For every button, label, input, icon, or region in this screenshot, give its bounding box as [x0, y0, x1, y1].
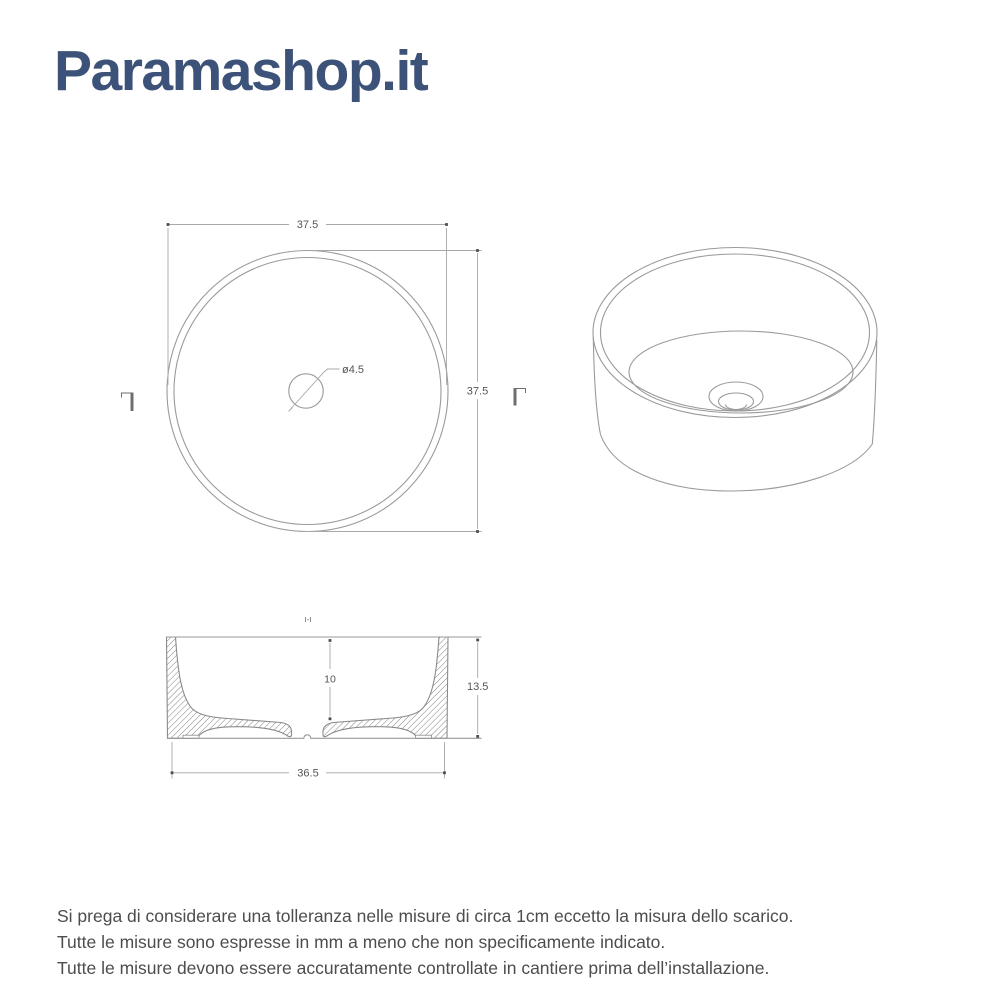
- basin-outer-rim: [167, 251, 448, 532]
- section-label: I-I: [304, 615, 312, 624]
- total-height-dimension: [467, 639, 488, 738]
- drain-diameter-label: ø4.5: [342, 364, 365, 376]
- tolerance-notes: [57, 903, 793, 981]
- rim-inner-ellipse: [601, 254, 870, 411]
- note-line-3: Tutte le misure devono essere accuratamente controllate in cantiere prima dell’installazione.: [57, 958, 770, 978]
- body-right-edge: [872, 340, 877, 444]
- bowl-floor-ellipse: [629, 331, 853, 413]
- top-width-label: 37.5: [296, 219, 319, 232]
- total-height-label: 13.5: [466, 681, 489, 693]
- site-logo: Paramashop.it: [54, 39, 428, 103]
- section-cut-marker-left: [122, 393, 134, 411]
- perspective-view-drawing: [593, 248, 877, 492]
- basin-inner-rim: [174, 258, 441, 525]
- bowl-depth-dimension: [324, 639, 336, 720]
- drain-3d: [709, 382, 763, 411]
- side-height-label: 37.5: [466, 385, 489, 398]
- base-width-label: 36.5: [297, 767, 319, 780]
- rim-outer-ellipse: [593, 248, 877, 418]
- note-line-2: Tutte le misure sono espresse in mm a meno che non specificamente indicato.: [57, 932, 666, 952]
- section-left-wall: [167, 637, 292, 738]
- note-line-1: Si prega di considerare una tolleranza nelle misure di circa 1cm eccetto la misura dello scarico.: [57, 906, 794, 926]
- section-view-drawing: [167, 615, 489, 780]
- bowl-depth-label: 10: [324, 673, 336, 686]
- top-width-dimension: [167, 219, 448, 385]
- section-right-wall: [323, 637, 448, 738]
- section-cut-marker-right: [514, 389, 526, 406]
- base-width-dimension: [171, 742, 446, 780]
- body-bottom-edge: [601, 435, 873, 492]
- side-height-dimension: [303, 249, 488, 533]
- top-view-drawing: [122, 219, 526, 533]
